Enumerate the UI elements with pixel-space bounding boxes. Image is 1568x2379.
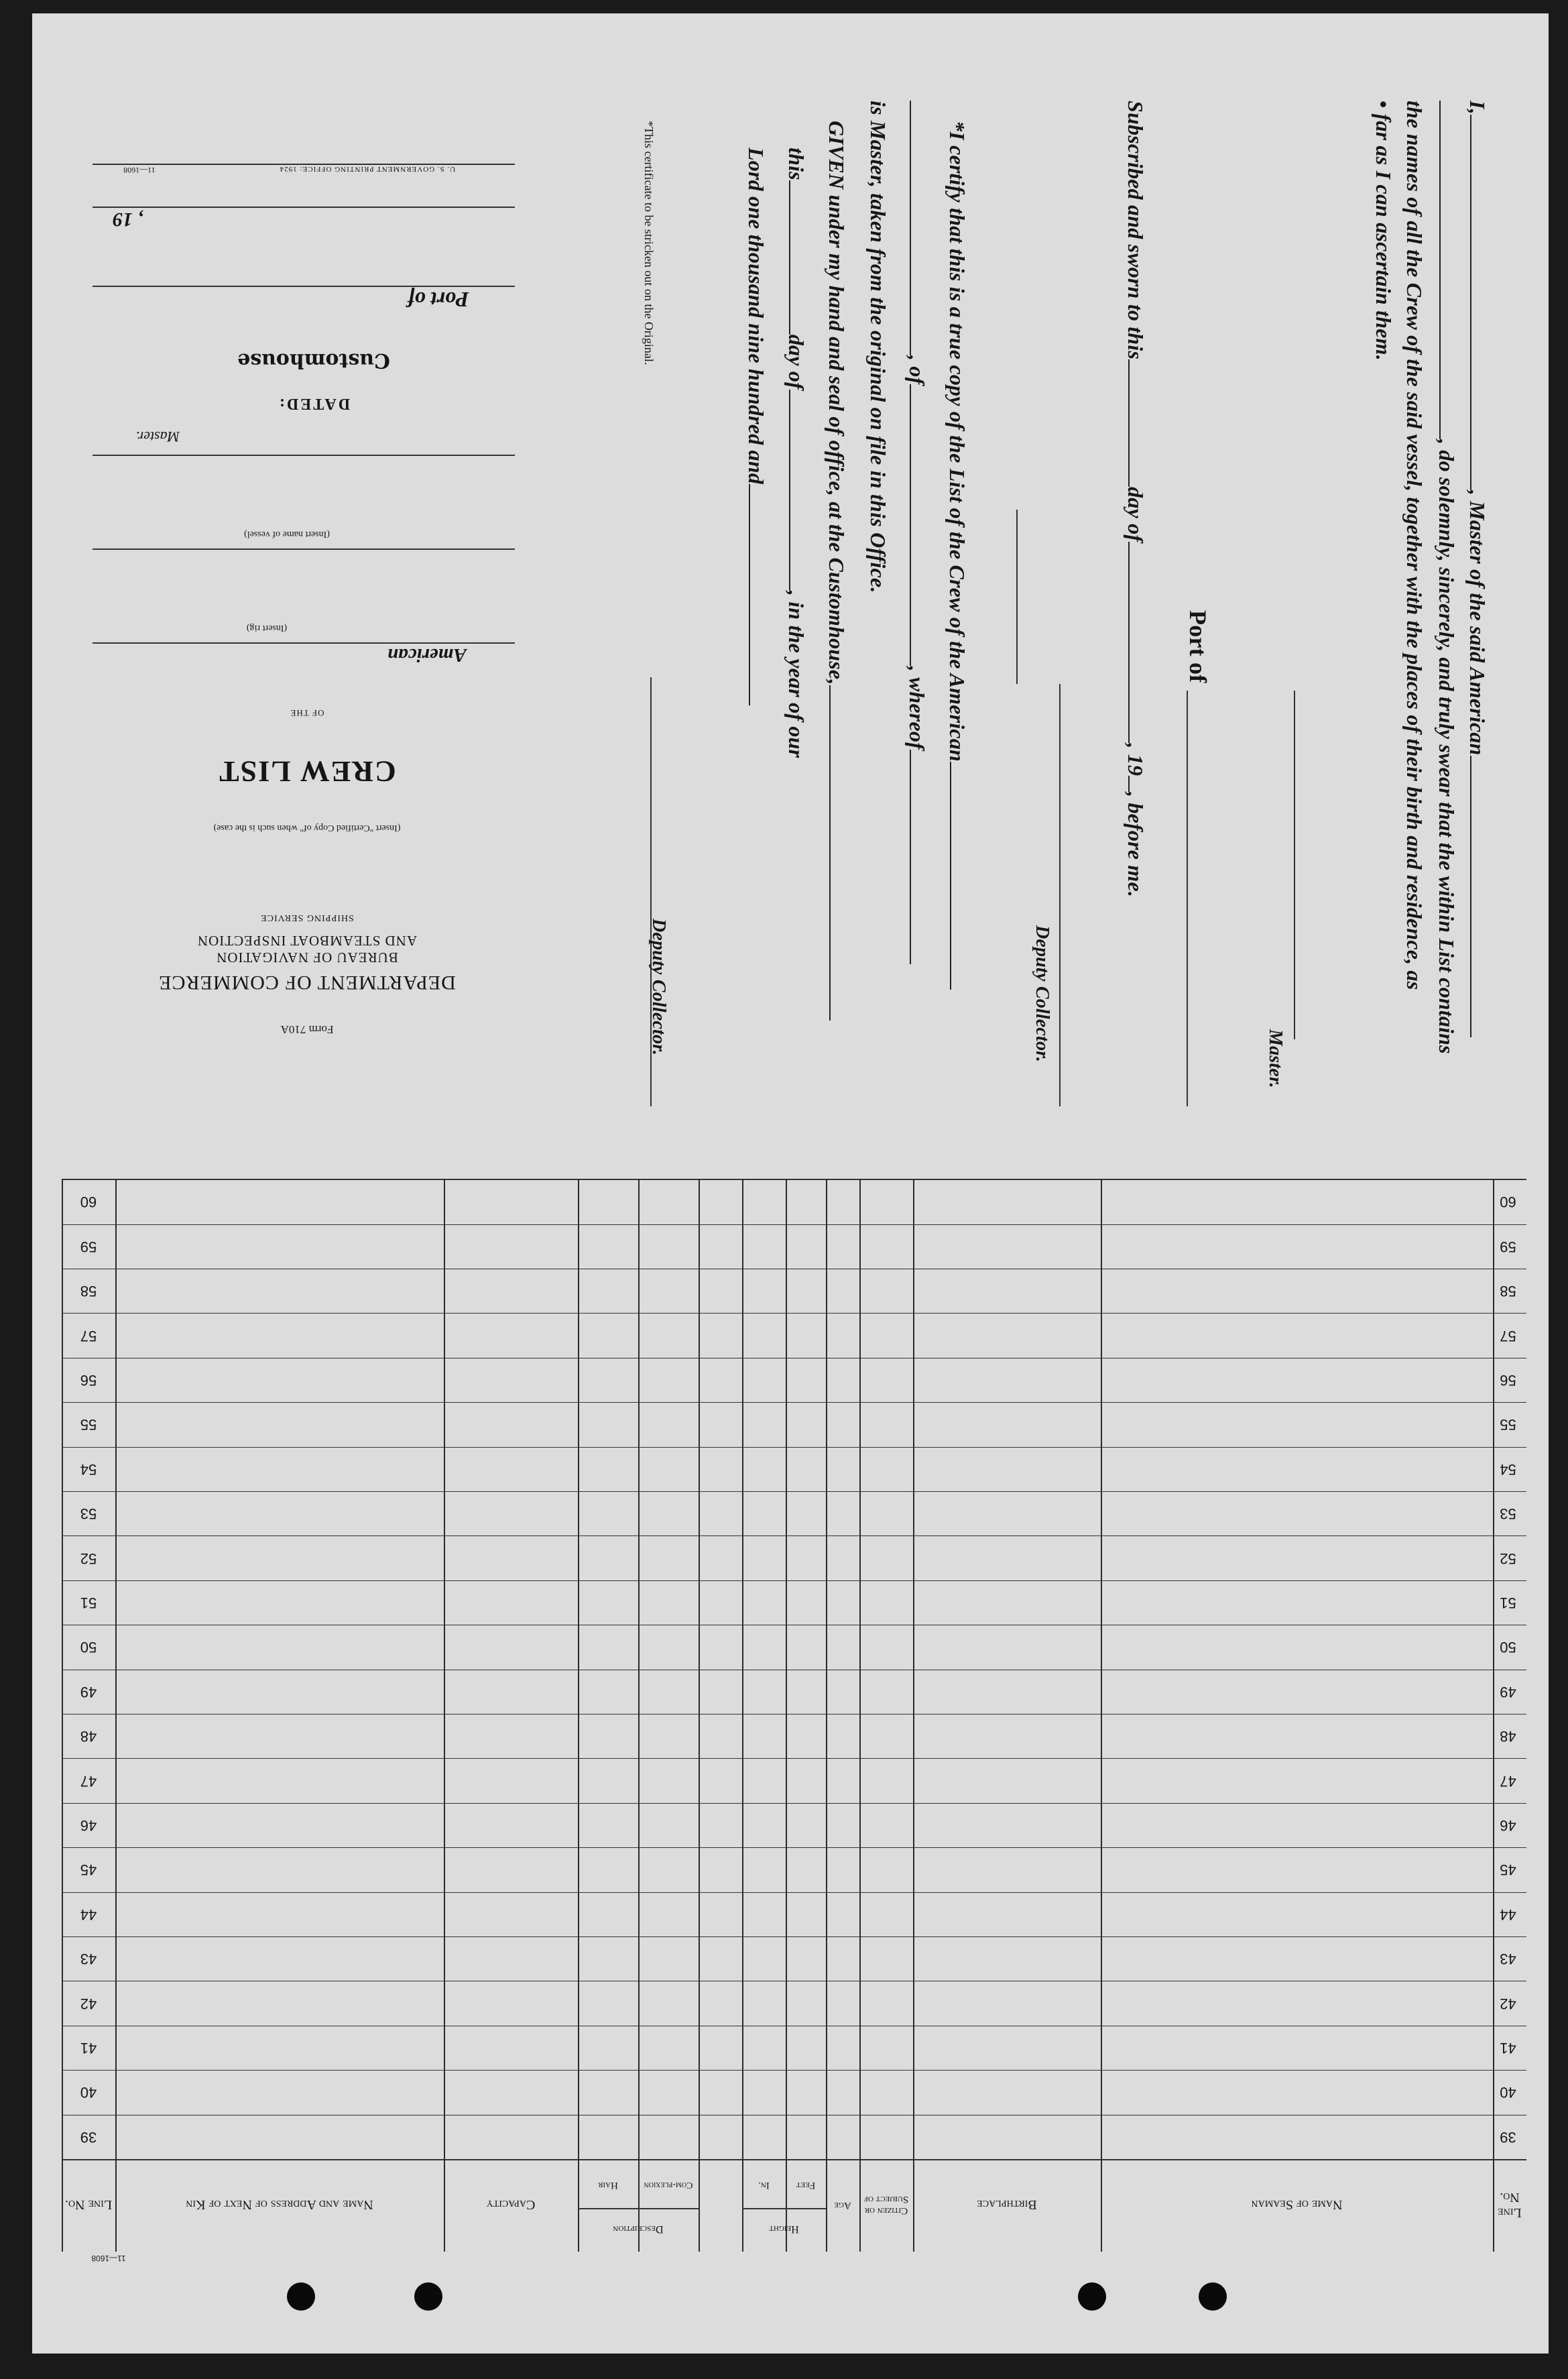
cover-form-code: 11—1608 [123, 166, 156, 175]
deputy-signature-line-1[interactable] [1059, 684, 1061, 1106]
subscribed-line [1123, 101, 1149, 897]
oath-port-label: Port of [1185, 610, 1211, 683]
certificate-line-2 [904, 101, 930, 964]
subscribed-year-blank[interactable] [1128, 776, 1149, 792]
line-number-right: 52 [1500, 1550, 1516, 1567]
deputy-collector-label-2: Deputy Collector. [648, 919, 669, 1056]
subscribed-day-of: day of [1124, 487, 1148, 542]
certificate-year: , in the year of our [784, 590, 809, 758]
certificate-whereof: , whereof [905, 666, 930, 750]
line-number-right: 54 [1500, 1460, 1516, 1478]
line-number-right: 59 [1500, 1238, 1516, 1255]
line-number-right: 41 [1500, 2040, 1516, 2056]
line-number-right: 39 [1500, 2128, 1516, 2146]
line-number-right: 53 [1500, 1505, 1516, 1523]
line-number-left: 42 [80, 1995, 97, 2012]
line-number-right: 44 [1500, 1906, 1516, 1923]
binder-hole-1 [287, 2282, 315, 2311]
oath-line-4: • far as I can ascertain them. [1372, 101, 1396, 361]
header-line-no-right: Line No. [64, 2197, 113, 2213]
header-next-of-kin: Name and Address of Next of Kin [186, 2197, 373, 2213]
binder-hole-4 [1199, 2282, 1227, 2311]
binder-hole-3 [1078, 2282, 1106, 2311]
printing-office: U. S. GOVERNMENT PRINTING OFFICE: 1924 [279, 165, 456, 173]
header-capacity: Capacity [486, 2197, 536, 2213]
vessel-name-line[interactable] [93, 548, 515, 550]
certificate-port-blank[interactable] [910, 384, 930, 666]
line-number-left: 41 [80, 2040, 97, 2056]
crew-list-title: CREW LIST [218, 755, 396, 788]
line-number-left: 57 [80, 1327, 97, 1344]
master-signature-label: Master. [1265, 1029, 1286, 1088]
header-citizen: Citizen or Subject of [863, 2194, 909, 2217]
line-number-left: 49 [80, 1683, 97, 1700]
line-number-left: 58 [80, 1283, 97, 1300]
certificate-line-3: is Master, taken from the original on file in this Office. [866, 101, 890, 593]
header-age: Age [834, 2199, 851, 2211]
certificate-given: GIVEN under my hand and seal of office, at the Customhouse, [825, 121, 849, 685]
line-number-left: 43 [80, 1951, 97, 1968]
line-number-left: 45 [80, 1861, 97, 1879]
table-row [62, 1803, 1526, 1804]
certificate-this: this [784, 148, 809, 180]
american-label: American [387, 644, 467, 666]
certificate-customhouse-blank[interactable] [829, 685, 850, 1021]
of-the: OF THE [290, 708, 324, 718]
table-row [62, 1224, 1526, 1225]
oath-line-1 [1465, 101, 1491, 1037]
certificate-line-6 [743, 148, 770, 705]
header-line-no: Line No. [1498, 2190, 1522, 2220]
seal-line [1016, 510, 1018, 684]
line-number-right: 45 [1500, 1861, 1516, 1879]
line-number-left: 53 [80, 1505, 97, 1523]
deputy-collector-label-1: Deputy Collector. [1032, 925, 1052, 1063]
table-row [62, 1936, 1526, 1937]
line-number-right: 46 [1500, 1817, 1516, 1834]
table-row [62, 1179, 1526, 1180]
line-number-right: 55 [1500, 1416, 1516, 1434]
certificate-month-blank[interactable] [789, 390, 810, 591]
oath-line-2 [1434, 101, 1460, 1054]
oath-line2-text: , do solemnly, sincerely, and truly swear that the within List contains [1435, 439, 1459, 1054]
line-number-left: 40 [80, 2084, 97, 2101]
vessel-name-blank[interactable] [1470, 756, 1491, 1037]
table-row [62, 1758, 1526, 1759]
line-number-right: 51 [1500, 1594, 1516, 1611]
header-height: Height [769, 2223, 799, 2236]
line-number-right: 48 [1500, 1728, 1516, 1745]
certificate-text-1: *I certify that this is a true copy of the List of the Crew of the American [945, 121, 970, 762]
line-number-right: 50 [1500, 1639, 1516, 1656]
line-number-left: 47 [80, 1772, 97, 1790]
department-heading: DEPARTMENT OF COMMERCE [158, 972, 456, 994]
line-number-right: 43 [1500, 1951, 1516, 1968]
oath-line-3: the names of all the Crew of the said vessel, together with the places of their birth and residence, as [1402, 101, 1427, 990]
line-number-left: 51 [80, 1594, 97, 1611]
header-name-of-seaman: Name of Seaman [1251, 2197, 1343, 2213]
document-page [32, 13, 1549, 2354]
certificate-of: , of [905, 355, 930, 385]
insert-rig: (Insert rig) [246, 623, 288, 633]
table-row [62, 1313, 1526, 1314]
certificate-vessel-blank-2[interactable] [910, 101, 930, 355]
line-number-right: 42 [1500, 1995, 1516, 2012]
certificate-lord: Lord one thousand nine hundred and [744, 148, 769, 485]
dated-label: DATED: [277, 395, 351, 412]
oath-i: I, [1465, 101, 1490, 115]
master-signature-line[interactable] [1294, 691, 1295, 1039]
table-row [62, 1580, 1526, 1581]
header-description: Description [613, 2223, 664, 2236]
certificate-footnote: *This certificate to be stricken out on the Original. [642, 121, 656, 365]
subscribed-month-blank[interactable] [1128, 542, 1149, 743]
table-row [62, 1892, 1526, 1893]
line-number-right: 49 [1500, 1683, 1516, 1700]
table-row [62, 1847, 1526, 1848]
certificate-day-of: day of [784, 334, 809, 390]
cover-port-label: Port of [408, 288, 469, 312]
table-bottom-rule [62, 2159, 1526, 2160]
line-number-left: 39 [80, 2128, 97, 2146]
line-number-left: 48 [80, 1728, 97, 1745]
header-feet: Feet [796, 2179, 816, 2191]
line-number-right: 47 [1500, 1772, 1516, 1790]
line-number-left: 54 [80, 1460, 97, 1478]
line-number-right: 56 [1500, 1372, 1516, 1389]
bureau-line-1: BUREAU OF NAVIGATION [216, 949, 398, 966]
header-complexion: Com-plexion [644, 2180, 693, 2191]
certificate-day-blank[interactable] [789, 180, 810, 335]
line-number-left: 55 [80, 1416, 97, 1434]
table-row [62, 1491, 1526, 1492]
cover-year-label: , 19 [113, 209, 143, 231]
customhouse-label: Customhouse [237, 349, 390, 372]
shipping-service: SHIPPING SERVICE [260, 913, 354, 923]
line-number-right: 58 [1500, 1283, 1516, 1300]
subscribed-day-blank[interactable] [1128, 359, 1149, 487]
line-number-left: 44 [80, 1906, 97, 1923]
master-line[interactable] [93, 455, 515, 456]
binder-hole-2 [414, 2282, 442, 2311]
line-number-right: 40 [1500, 2084, 1516, 2101]
bureau-line-2: AND STEAMBOAT INSPECTION [196, 933, 418, 949]
line-number-right: 60 [1500, 1194, 1516, 1211]
line-number-left: 59 [80, 1238, 97, 1255]
header-birthplace: Birthplace [977, 2197, 1037, 2213]
table-row [62, 2070, 1526, 2071]
line-number-left: 60 [80, 1194, 97, 1211]
cover-master-label: Master. [135, 428, 180, 445]
line-number-left: 46 [80, 1817, 97, 1834]
line-number-left: 56 [80, 1372, 97, 1389]
line-number-left: 52 [80, 1550, 97, 1567]
table-form-code: 11—1608 [91, 2254, 126, 2263]
line-number-left: 50 [80, 1639, 97, 1656]
subscribed-prefix: Subscribed and sworn to this [1124, 101, 1148, 360]
line-number-right: 57 [1500, 1327, 1516, 1344]
table-row [62, 1447, 1526, 1448]
crew-table [62, 1179, 1526, 2263]
certificate-line-4 [824, 121, 850, 1021]
table-row [62, 1714, 1526, 1715]
header-hair: Hair [598, 2179, 618, 2191]
table-row [62, 1535, 1526, 1536]
certificate-vessel-blank[interactable] [950, 762, 971, 990]
certificate-master-blank[interactable] [910, 750, 930, 964]
subscribed-year: , 19 [1124, 743, 1148, 776]
subscribed-suffix: , before me. [1124, 792, 1148, 898]
vessel-blank-2[interactable] [1439, 101, 1460, 439]
header-inches: In. [758, 2179, 770, 2191]
oath-line1-end: , Master of the said American [1465, 489, 1490, 756]
form-number: Form 710A [280, 1023, 334, 1036]
certificate-line-1 [945, 121, 971, 990]
oath-port-blank[interactable] [1187, 691, 1188, 1106]
insert-vessel-name: (Insert name of vessel) [244, 529, 330, 539]
certified-copy-note: (Insert "Certified Copy of" when such is the case) [213, 823, 401, 833]
table-row [62, 1402, 1526, 1403]
master-name-blank[interactable] [1470, 115, 1491, 490]
certificate-line-5 [784, 148, 810, 758]
oath-line4-text: far as I can ascertain them. [1372, 113, 1396, 361]
certificate-year-blank[interactable] [749, 484, 770, 705]
